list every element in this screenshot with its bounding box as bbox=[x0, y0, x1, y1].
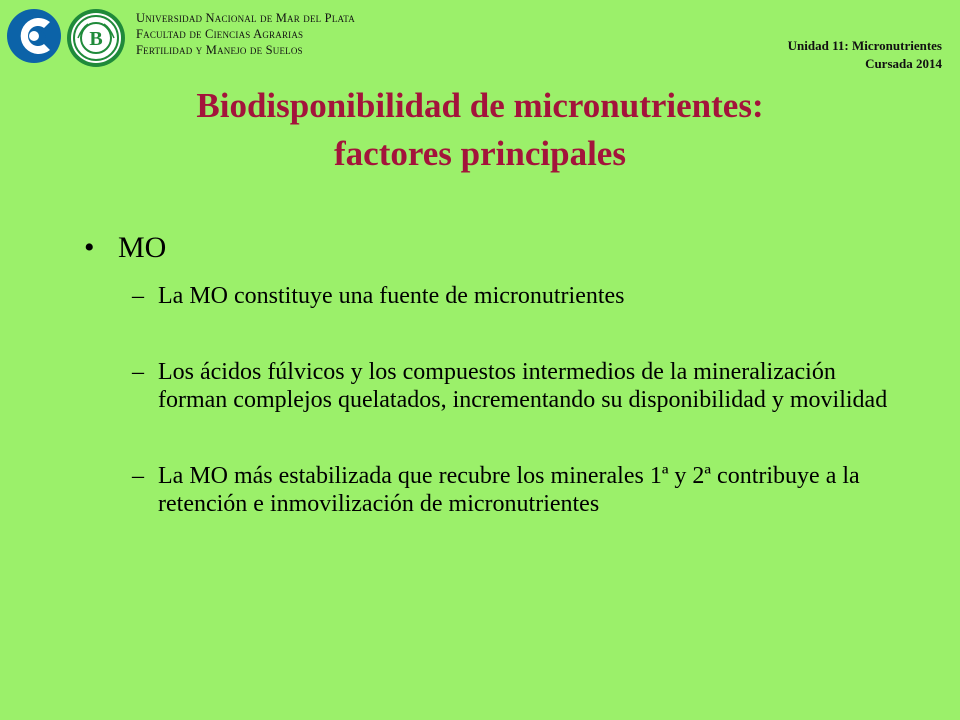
sub-bullet-list bbox=[132, 282, 904, 518]
university-name: Universidad Nacional de Mar del Plata bbox=[136, 11, 355, 25]
sub-bullet-text: La MO más estabilizada que recubre los minerales 1ª y 2ª contribuye a la retención e inmovilización de micronutrientes bbox=[158, 463, 860, 517]
sub-bullet-marker: – bbox=[132, 359, 144, 385]
year-label: Cursada 2014 bbox=[865, 56, 942, 71]
bullet-item-mo bbox=[84, 228, 904, 268]
sub-bullet-item bbox=[132, 358, 904, 414]
sub-bullet-marker: – bbox=[132, 463, 144, 489]
unit-label: Unidad 11: Micronutrientes bbox=[787, 38, 942, 53]
faculty-seal-letter: B bbox=[89, 28, 103, 50]
sub-bullet-marker: – bbox=[132, 283, 144, 309]
slide-title-line-1: Biodisponibilidad de micronutrientes: bbox=[196, 86, 764, 125]
bullet-label: MO bbox=[118, 231, 167, 264]
institution-header bbox=[136, 10, 355, 58]
faculty-name: Facultad de Ciencias Agrarias bbox=[136, 27, 304, 41]
sub-bullet-text: Los ácidos fúlvicos y los compuestos intermedios de la mineralización forman complejos quelatados, incrementando su disponibilidad y movilidad bbox=[158, 359, 888, 413]
bullet-marker: • bbox=[84, 231, 95, 264]
sub-bullet-item bbox=[132, 462, 904, 518]
sub-bullet-text: La MO constituye una fuente de micronutrientes bbox=[158, 283, 625, 309]
slide-title bbox=[60, 82, 900, 178]
sub-bullet-item bbox=[132, 282, 904, 310]
slide-content bbox=[84, 228, 904, 518]
slide-title-line-2: factores principales bbox=[334, 134, 626, 173]
university-logo bbox=[6, 8, 62, 64]
faculty-seal-logo bbox=[66, 8, 126, 68]
unit-info bbox=[788, 37, 942, 73]
course-name: Fertilidad y Manejo de Suelos bbox=[136, 43, 303, 57]
